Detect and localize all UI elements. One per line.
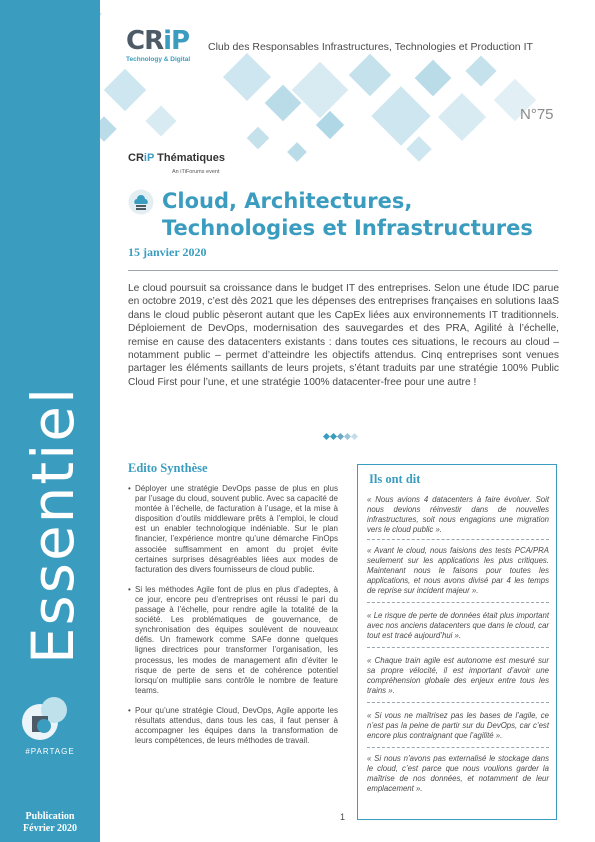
page-number: 1 xyxy=(340,812,346,822)
crip-logo: CRiP Technology & Digital xyxy=(126,26,191,63)
separator-dots-icon xyxy=(322,432,362,442)
publication-date: Février 2020 xyxy=(23,823,77,834)
edito-paragraph: • Si les méthodes Agile font de plus en plus d’adeptes, à ce jour, encore peu d’entreprises ont réussi le pari du passage à l’échelle, pour rendre agile la totalité de la société. Les problématiques de gouvernance, de synchronisation des équipes soulèvent de nouveaux défis. Un framework comme SAFe donne quelques lignes directrices pour transformer l’organisation, les processus, les modes de management afin d’éviter le risque de perte de sens et de cohérence potentiel lorsqu’on multiplie sans contrôle le nombre de feature teams. xyxy=(128,585,338,696)
page-title: Cloud, Architectures, Technologies et Infrastructures xyxy=(162,189,533,240)
vertical-title: Essentiel xyxy=(19,385,87,665)
event-date: 15 janvier 2020 xyxy=(128,245,207,259)
quote-separator xyxy=(367,539,549,540)
edito-body xyxy=(128,484,338,756)
quotes-title: Ils ont dit xyxy=(369,472,421,486)
club-name: Club des Responsables Infrastructures, Technologies et Production IT xyxy=(208,41,533,53)
quote-item: « Chaque train agile est autonome est mesuré sur sa propre vélocité, il est important d’avoir une compréhension globale des enjeux entre tous les trains ». xyxy=(367,656,549,695)
quote-separator xyxy=(367,602,549,603)
quote-separator xyxy=(367,702,549,703)
quote-separator xyxy=(367,647,549,648)
issue-number: N°75 xyxy=(520,106,554,123)
quote-item: « Le risque de perte de données était plus important avec nos anciens datacenters que dans le cloud, car tout est tracé aujourd’hui ». xyxy=(367,611,549,640)
quote-separator xyxy=(367,747,549,748)
partage-label: #PARTAGE xyxy=(25,747,75,756)
edito-paragraph: • Pour qu’une stratégie Cloud, DevOps, Agile apporte les résultats attendus, dans tous les cas, il faut penser à accompagner les équipes dans la transformation de leurs compétences, de leurs méthodes de travail. xyxy=(128,706,338,746)
cloud-icon xyxy=(128,189,154,215)
thematiques-logo: CRiP Thématiques An iTiForums event xyxy=(128,152,225,175)
partage-logo-icon xyxy=(18,696,76,744)
edito-title: Edito Synthèse xyxy=(128,461,208,475)
quotes-box xyxy=(357,464,557,820)
publication-label: Publication xyxy=(25,811,75,822)
divider xyxy=(128,270,558,271)
edito-paragraph: • Déployer une stratégie DevOps passe de plus en plus par l’usage du cloud, souvent public. Avec sa capacité de montée à l’échelle, de facturation à l’usage, et la mise à disposition d’outils middleware prêts à l’emploi, le cloud est un enabler technologique indéniable. Sur le plan financier, l’expérience montre qu’une démarche FinOps associée suffisamment en amont du projet évite certaines surprises désagréables liées aux modes de facturation des divers fournisseurs de cloud public. xyxy=(128,484,338,575)
intro-paragraph: Le cloud poursuit sa croissance dans le budget IT des entreprises. Selon une étude IDC parue en octobre 2019, c’est dès 2021 que les dépenses des entreprises françaises en solutions IaaS dans le cloud public pèseront autant que les CapEx liées aux environnements IT traditionnels. Déploiement de DevOps, modernisation des sauvegardes et des PRA, Agilité à l’échelle, remise en cause des datacenters existants : dans toutes ces situations, le recours au cloud – notamment public – permet d’atteindre les objectifs attendus. Cinq entreprises sont venues partager les éléments saillants de leurs projets, s’étant traduits par une stratégie 100% Public Cloud First pour l’une, et une stratégie 100% datacenter-free pour une autre ! xyxy=(128,283,559,388)
quote-item: « Si vous ne maîtrisez pas les bases de l’agile, ce n’est pas la peine de partir sur du DevOps, car c’est encore plus contraignant que l’agilité ». xyxy=(367,711,549,740)
quote-item: « Avant le cloud, nous faisions des tests PCA/PRA seulement sur les applications les plus critiques. Maintenant nous le faisons pour toutes les applications, et nous avons divisé par 4 les temps de reprise sur incident majeur ». xyxy=(367,546,549,595)
quote-item: « Si nous n’avons pas externalisé le stockage dans le cloud, c’est parce que nous voulions garder la maîtrise de nos données, et notamment de leur emplacement ». xyxy=(367,754,549,793)
quote-item: « Nous avions 4 datacenters à faire évoluer. Soit nous devions réinvestir dans de nouvelles infrastructures, soit nous engagions une migration vers le cloud public ». xyxy=(367,495,549,534)
